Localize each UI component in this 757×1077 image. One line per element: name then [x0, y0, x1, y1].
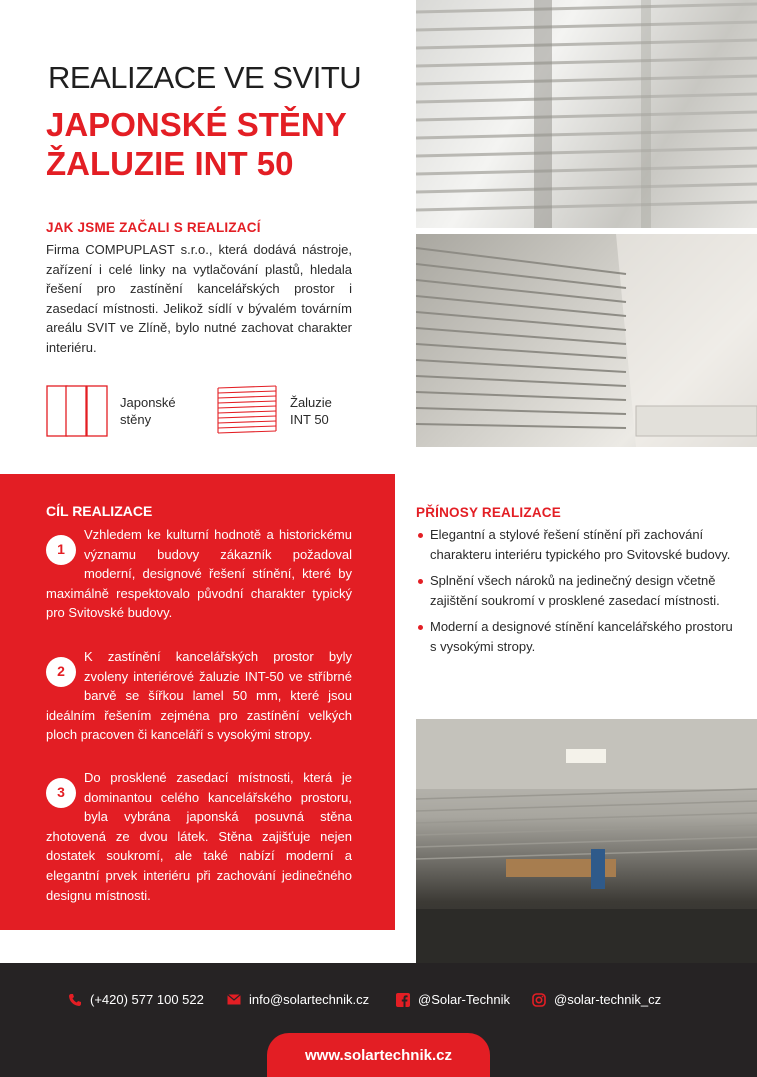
goal-text-1: Vzhledem ke kulturní hodnotě a historickému významu budovy zákazník požadoval moderní, designové řešení stínění, které by maximálně respektovalo původní charakter typický pro Svitovské budovy. — [46, 527, 352, 621]
contact-facebook[interactable] — [396, 992, 510, 1007]
phone-text: (+420) 577 100 522 — [90, 992, 204, 1007]
goal-text-2: K zastínění kancelářských prostor byly zvoleny interiérové žaluzie INT-50 ve stříbrné barvě se šířkou lamel 50 mm, které jsou ideálním řešením zejména pro zastínění velkých ploch pracoven či kanceláří s vysokými stropy. — [46, 649, 352, 743]
benefit-item: Moderní a designové stínění kancelářského prostoru s vysokými stropy. — [416, 617, 736, 656]
goal-number-2: 2 — [46, 657, 76, 687]
goals-heading: CÍL REALIZACE — [46, 503, 153, 519]
benefit-item: Splnění všech nároků na jedinečný design včetně zajištění soukromí v prosklené zasedací místnosti. — [416, 571, 736, 610]
contact-instagram[interactable] — [532, 992, 661, 1007]
instagram-icon — [532, 993, 546, 1007]
intro-heading: JAK JSME ZAČALI S REALIZACÍ — [46, 220, 261, 235]
title-line-1: REALIZACE VE SVITU — [48, 60, 362, 95]
photo-office-window-blinds — [416, 234, 757, 447]
goal-number-1: 1 — [46, 535, 76, 565]
intro-text: Firma COMPUPLAST s.r.o., která dodává nástroje, zařízení i celé linky na vytlačování plastů, hledala řešení pro zastínění kancelářských prostor i zasedací místnosti. Jelikož sídlí v bývalém továrním areálu SVIT ve Zlíně, bylo nutné zachovat charakter interiéru. — [46, 242, 352, 355]
facebook-icon — [396, 993, 410, 1007]
goal-number-3: 3 — [46, 778, 76, 808]
email-icon — [227, 994, 241, 1005]
benefits-heading: PŘÍNOSY REALIZACE — [416, 505, 561, 520]
website-link[interactable]: www.solartechnik.cz — [267, 1033, 490, 1077]
goal-item-3 — [46, 768, 352, 905]
benefit-item: Elegantní a stylové řešení stínění při zachování charakteru interiéru typického pro Svitovské budovy. — [416, 525, 736, 564]
instagram-text: @solar-technik_cz — [554, 992, 662, 1007]
goal-item-2 — [46, 647, 352, 745]
contact-phone[interactable] — [68, 992, 204, 1007]
photo-office-interior — [416, 719, 757, 963]
facebook-text: @Solar-Technik — [418, 992, 510, 1007]
email-text: info@solartechnik.cz — [249, 992, 370, 1007]
title-line-2: JAPONSKÉ STĚNY — [46, 106, 347, 143]
phone-icon — [68, 993, 82, 1007]
title-line-3: ŽALUZIE INT 50 — [46, 145, 294, 182]
benefits-list — [416, 525, 736, 663]
product-label-blinds: Žaluzie INT 50 — [290, 395, 332, 427]
product-japanese-panels — [46, 385, 176, 437]
product-venetian-blinds — [216, 385, 332, 437]
product-label-japanese: Japonské stěny — [120, 395, 176, 427]
photo-blinds-closeup — [416, 0, 757, 228]
goal-text-3: Do prosklené zasedací místnosti, která je dominantou celého kancelářského prostoru, byla vybrána japonská posuvná stěna zhotovená ze dvou látek. Stěna zajišťuje nejen dostatek soukromí, ale také nabízí moderní a elegantní prvek interiéru při zachování jedinečného designu místnosti. — [46, 770, 352, 903]
japanese-panels-icon — [46, 385, 108, 437]
contact-email[interactable] — [227, 992, 369, 1007]
venetian-blinds-icon — [216, 385, 278, 437]
goal-item-1 — [46, 525, 352, 623]
